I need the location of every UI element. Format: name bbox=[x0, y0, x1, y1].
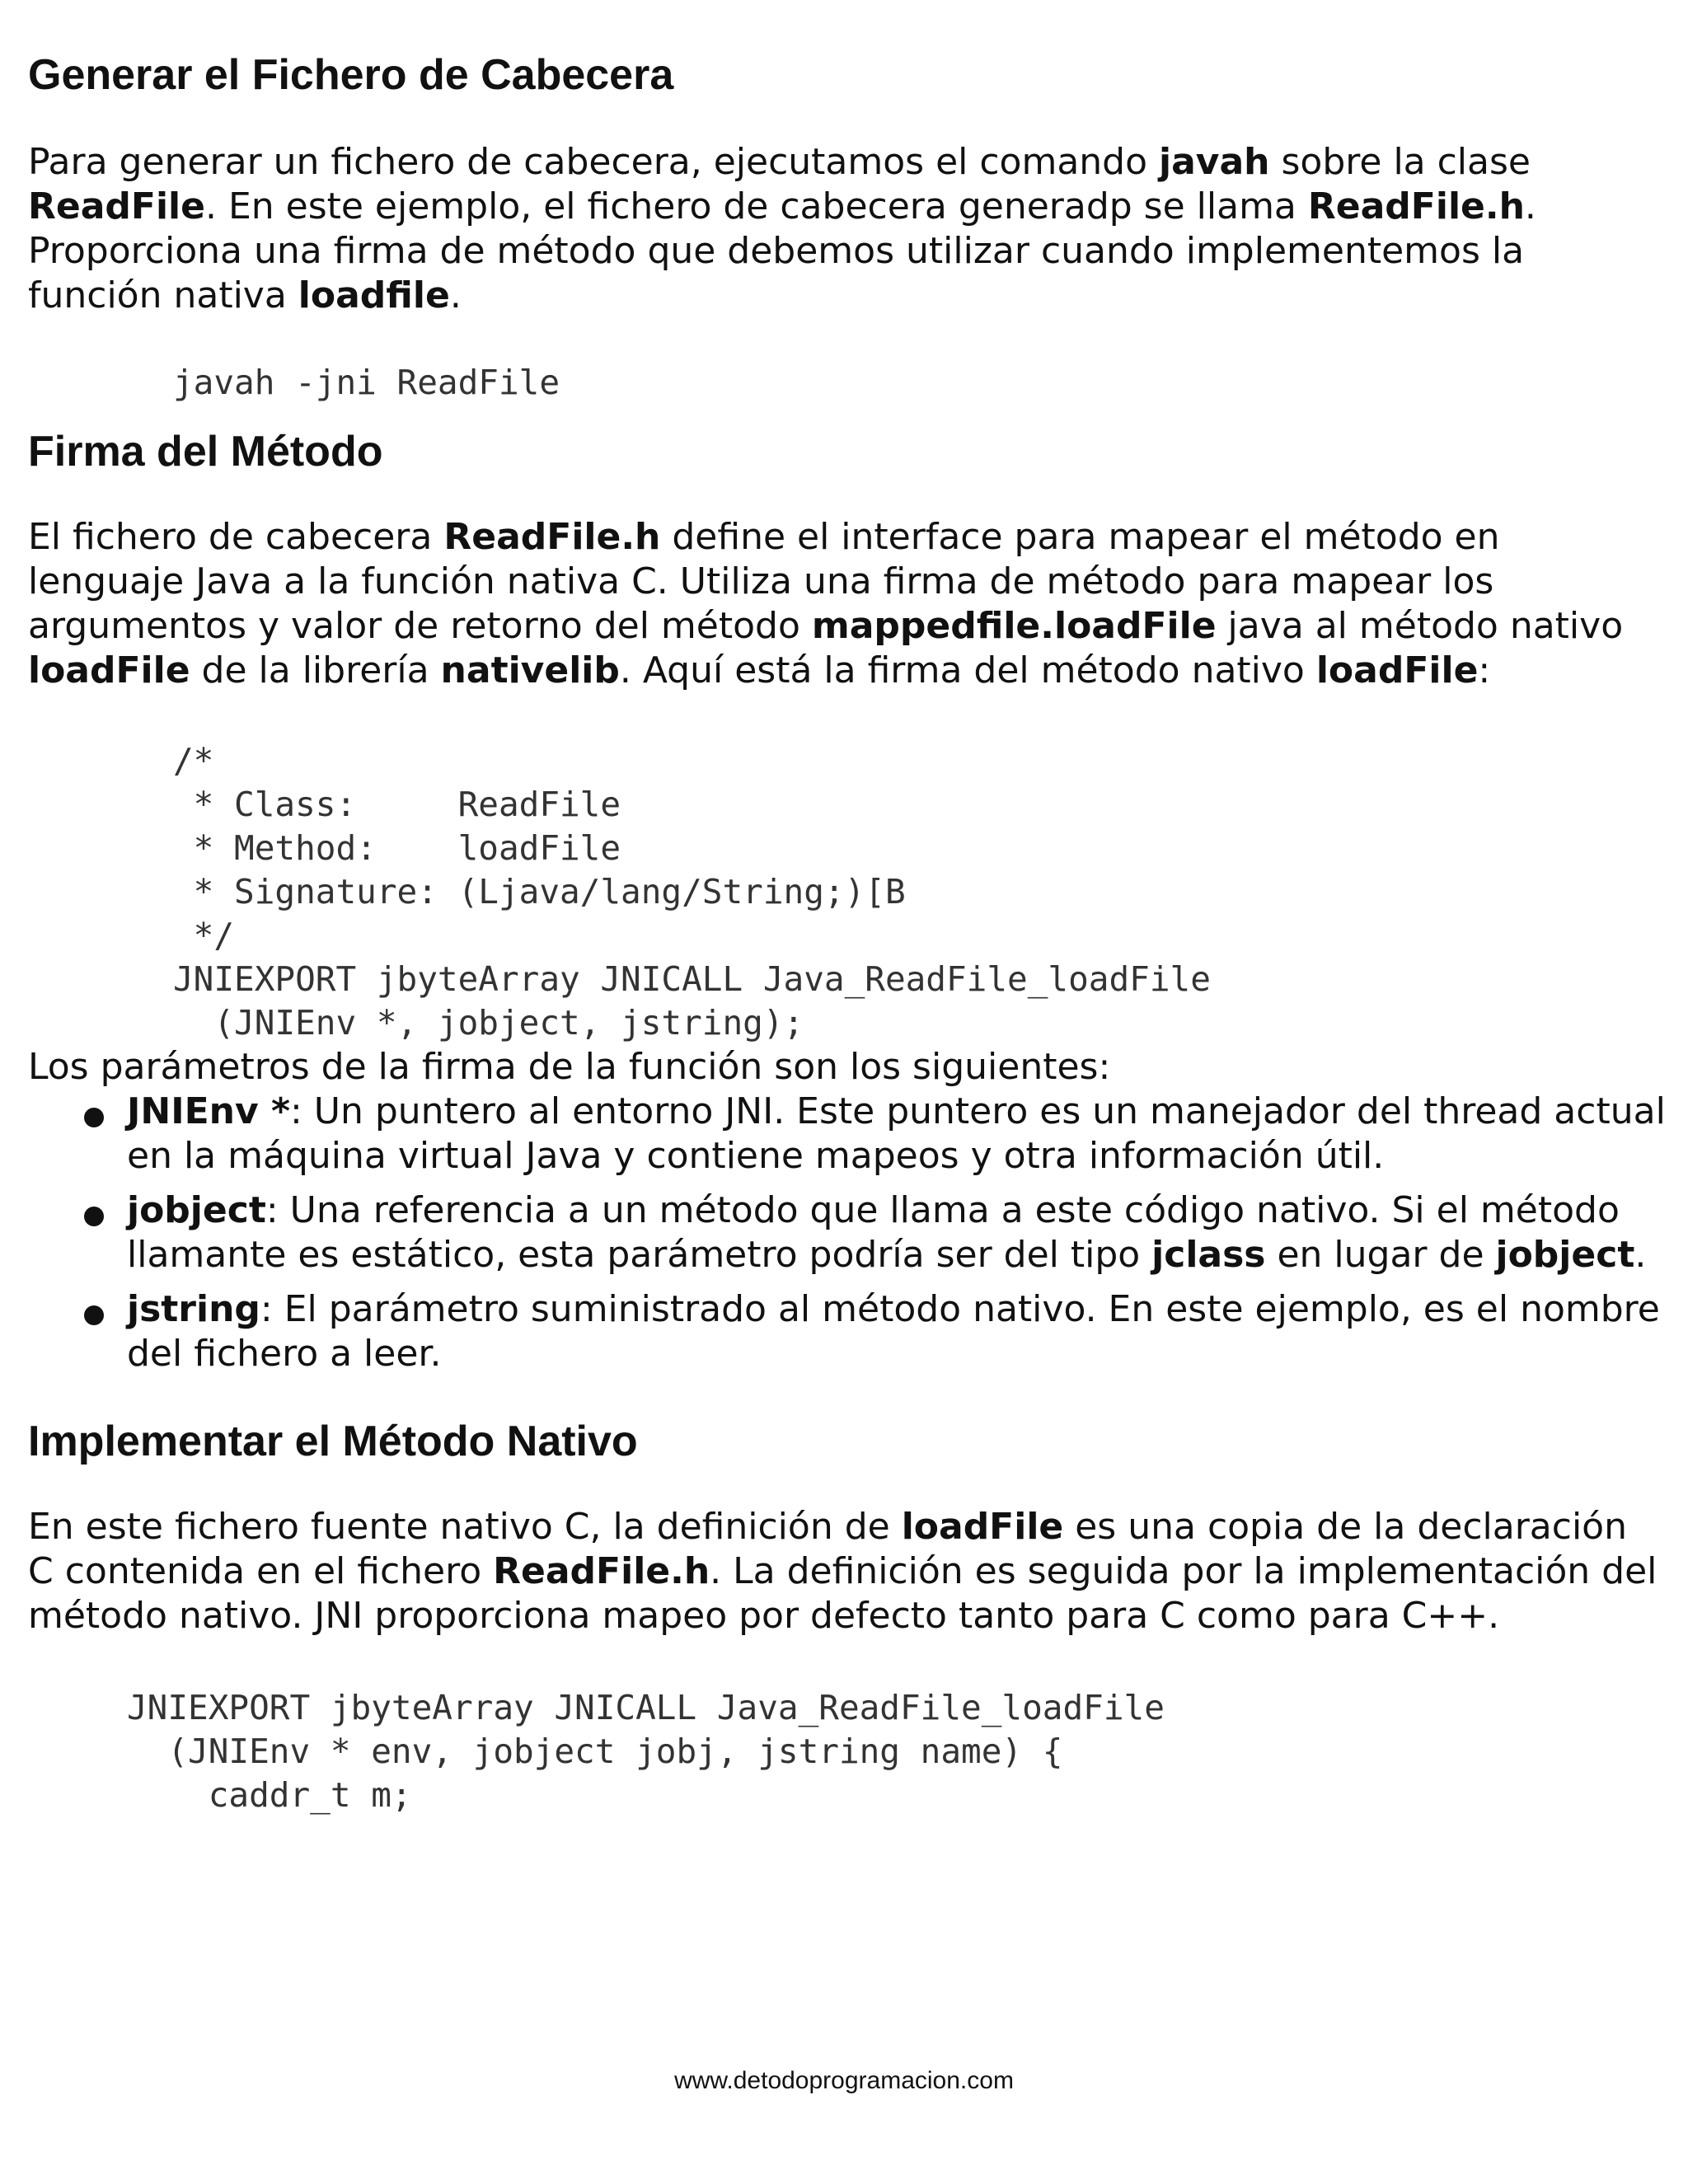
text-run: sobre la clase bbox=[1269, 141, 1531, 183]
paragraph-implementar bbox=[28, 1505, 1660, 1638]
text-run: El fichero de cabecera bbox=[28, 516, 444, 558]
bold-class-readfile: ReadFile bbox=[28, 185, 205, 227]
text-run: . Proporciona una firma de método que debemos utilizar cuando implementemos la función nativa bbox=[28, 185, 1536, 316]
bold-method-loadfile: loadFile bbox=[1315, 649, 1479, 691]
bullet-icon bbox=[84, 1305, 104, 1325]
paragraph-generar bbox=[28, 140, 1660, 318]
text-run: java al método nativo bbox=[1216, 605, 1624, 647]
params-intro: Los parámetros de la firma de la función son los siguientes: bbox=[28, 1046, 1111, 1088]
bullet-icon bbox=[84, 1207, 104, 1226]
footer-url: www.detodoprogramacion.com bbox=[674, 2067, 1014, 2094]
param-name: jobject bbox=[127, 1189, 266, 1231]
text-run: . Aquí está la firma del método nativo bbox=[619, 649, 1316, 691]
param-name: JNIEnv * bbox=[127, 1090, 290, 1132]
bold-command-javah: javah bbox=[1159, 141, 1270, 183]
list-item-param-jobject bbox=[28, 1188, 1688, 1277]
bold-type-jobject: jobject bbox=[1495, 1234, 1635, 1276]
bold-method-loadfile: loadFile bbox=[901, 1506, 1064, 1548]
text-run: Para generar un fichero de cabecera, ejecutamos el comando bbox=[28, 141, 1160, 183]
text-run: define el interface para mapear el método en lenguaje Java a la función nativa C. Utiliza una firma de método para mapear los argumentos y valor de retorno del método bbox=[28, 516, 1500, 647]
bold-function-loadfile: loadfile bbox=[298, 274, 450, 316]
text-run: . bbox=[449, 274, 462, 316]
bold-type-jclass: jclass bbox=[1151, 1234, 1266, 1276]
text-run: es una copia de la declaración C contenida en el fichero bbox=[28, 1506, 1627, 1592]
list-item-param-jnienv bbox=[28, 1090, 1688, 1179]
param-description: : Una referencia a un método que llama a este código nativo. Si el método llamante es estático, esta parámetro podría ser del tipo bbox=[127, 1189, 1620, 1276]
code-block-javah: javah -jni ReadFile bbox=[173, 363, 560, 402]
bold-method-mappedfile: mappedfile.loadFile bbox=[811, 605, 1217, 647]
text-run: de la librería bbox=[190, 649, 441, 691]
bold-library-nativelib: nativelib bbox=[440, 649, 620, 691]
text-run: : bbox=[1478, 649, 1491, 691]
section-heading-implementar: Implementar el Método Nativo bbox=[28, 1418, 638, 1465]
list-item-param-jstring bbox=[28, 1287, 1688, 1376]
bold-header-file: ReadFile.h bbox=[443, 516, 661, 558]
code-block-implementation: JNIEXPORT jbyteArray JNICALL Java_ReadFile_loadFile (JNIEnv * env, jobject jobj, jstring name) { caddr_t m; bbox=[127, 1688, 1165, 1815]
text-run: . La definición es seguida por la implementación del método nativo. JNI proporciona mapeo por defecto tanto para C como para C++. bbox=[28, 1550, 1658, 1637]
text-run: . En este ejemplo, el fichero de cabecera generadp se llama bbox=[204, 185, 1308, 227]
bold-method-loadfile: loadFile bbox=[28, 649, 190, 691]
section-heading-generar: Generar el Fichero de Cabecera bbox=[28, 51, 674, 99]
param-name: jstring bbox=[127, 1288, 260, 1330]
param-description: : Un puntero al entorno JNI. Este puntero es un manejador del thread actual en la máquina virtual Java y contiene mapeos y otra información útil. bbox=[127, 1090, 1666, 1177]
param-description: : El parámetro suministrado al método nativo. En este ejemplo, es el nombre del fichero a leer. bbox=[127, 1288, 1660, 1375]
params-list bbox=[28, 1090, 1666, 1376]
text-run: En este fichero fuente nativo C, la definición de bbox=[28, 1506, 902, 1548]
bold-header-file: ReadFile.h bbox=[1307, 185, 1525, 227]
bullet-icon bbox=[84, 1108, 104, 1127]
code-block-signature: /* * Class: ReadFile * Method: loadFile * Signature: (Ljava/lang/String;)[B */ JNIEXPORT jbyteArray JNICALL Java_ReadFile_loadFile (JNIEnv *, jobject, jstring); bbox=[173, 741, 1211, 1043]
text-run: en lugar de bbox=[1265, 1234, 1496, 1276]
text-run: . bbox=[1634, 1234, 1647, 1276]
document-page bbox=[28, 49, 1666, 1817]
paragraph-firma bbox=[28, 515, 1660, 693]
bold-header-file: ReadFile.h bbox=[493, 1550, 710, 1592]
section-heading-firma: Firma del Método bbox=[28, 428, 383, 476]
